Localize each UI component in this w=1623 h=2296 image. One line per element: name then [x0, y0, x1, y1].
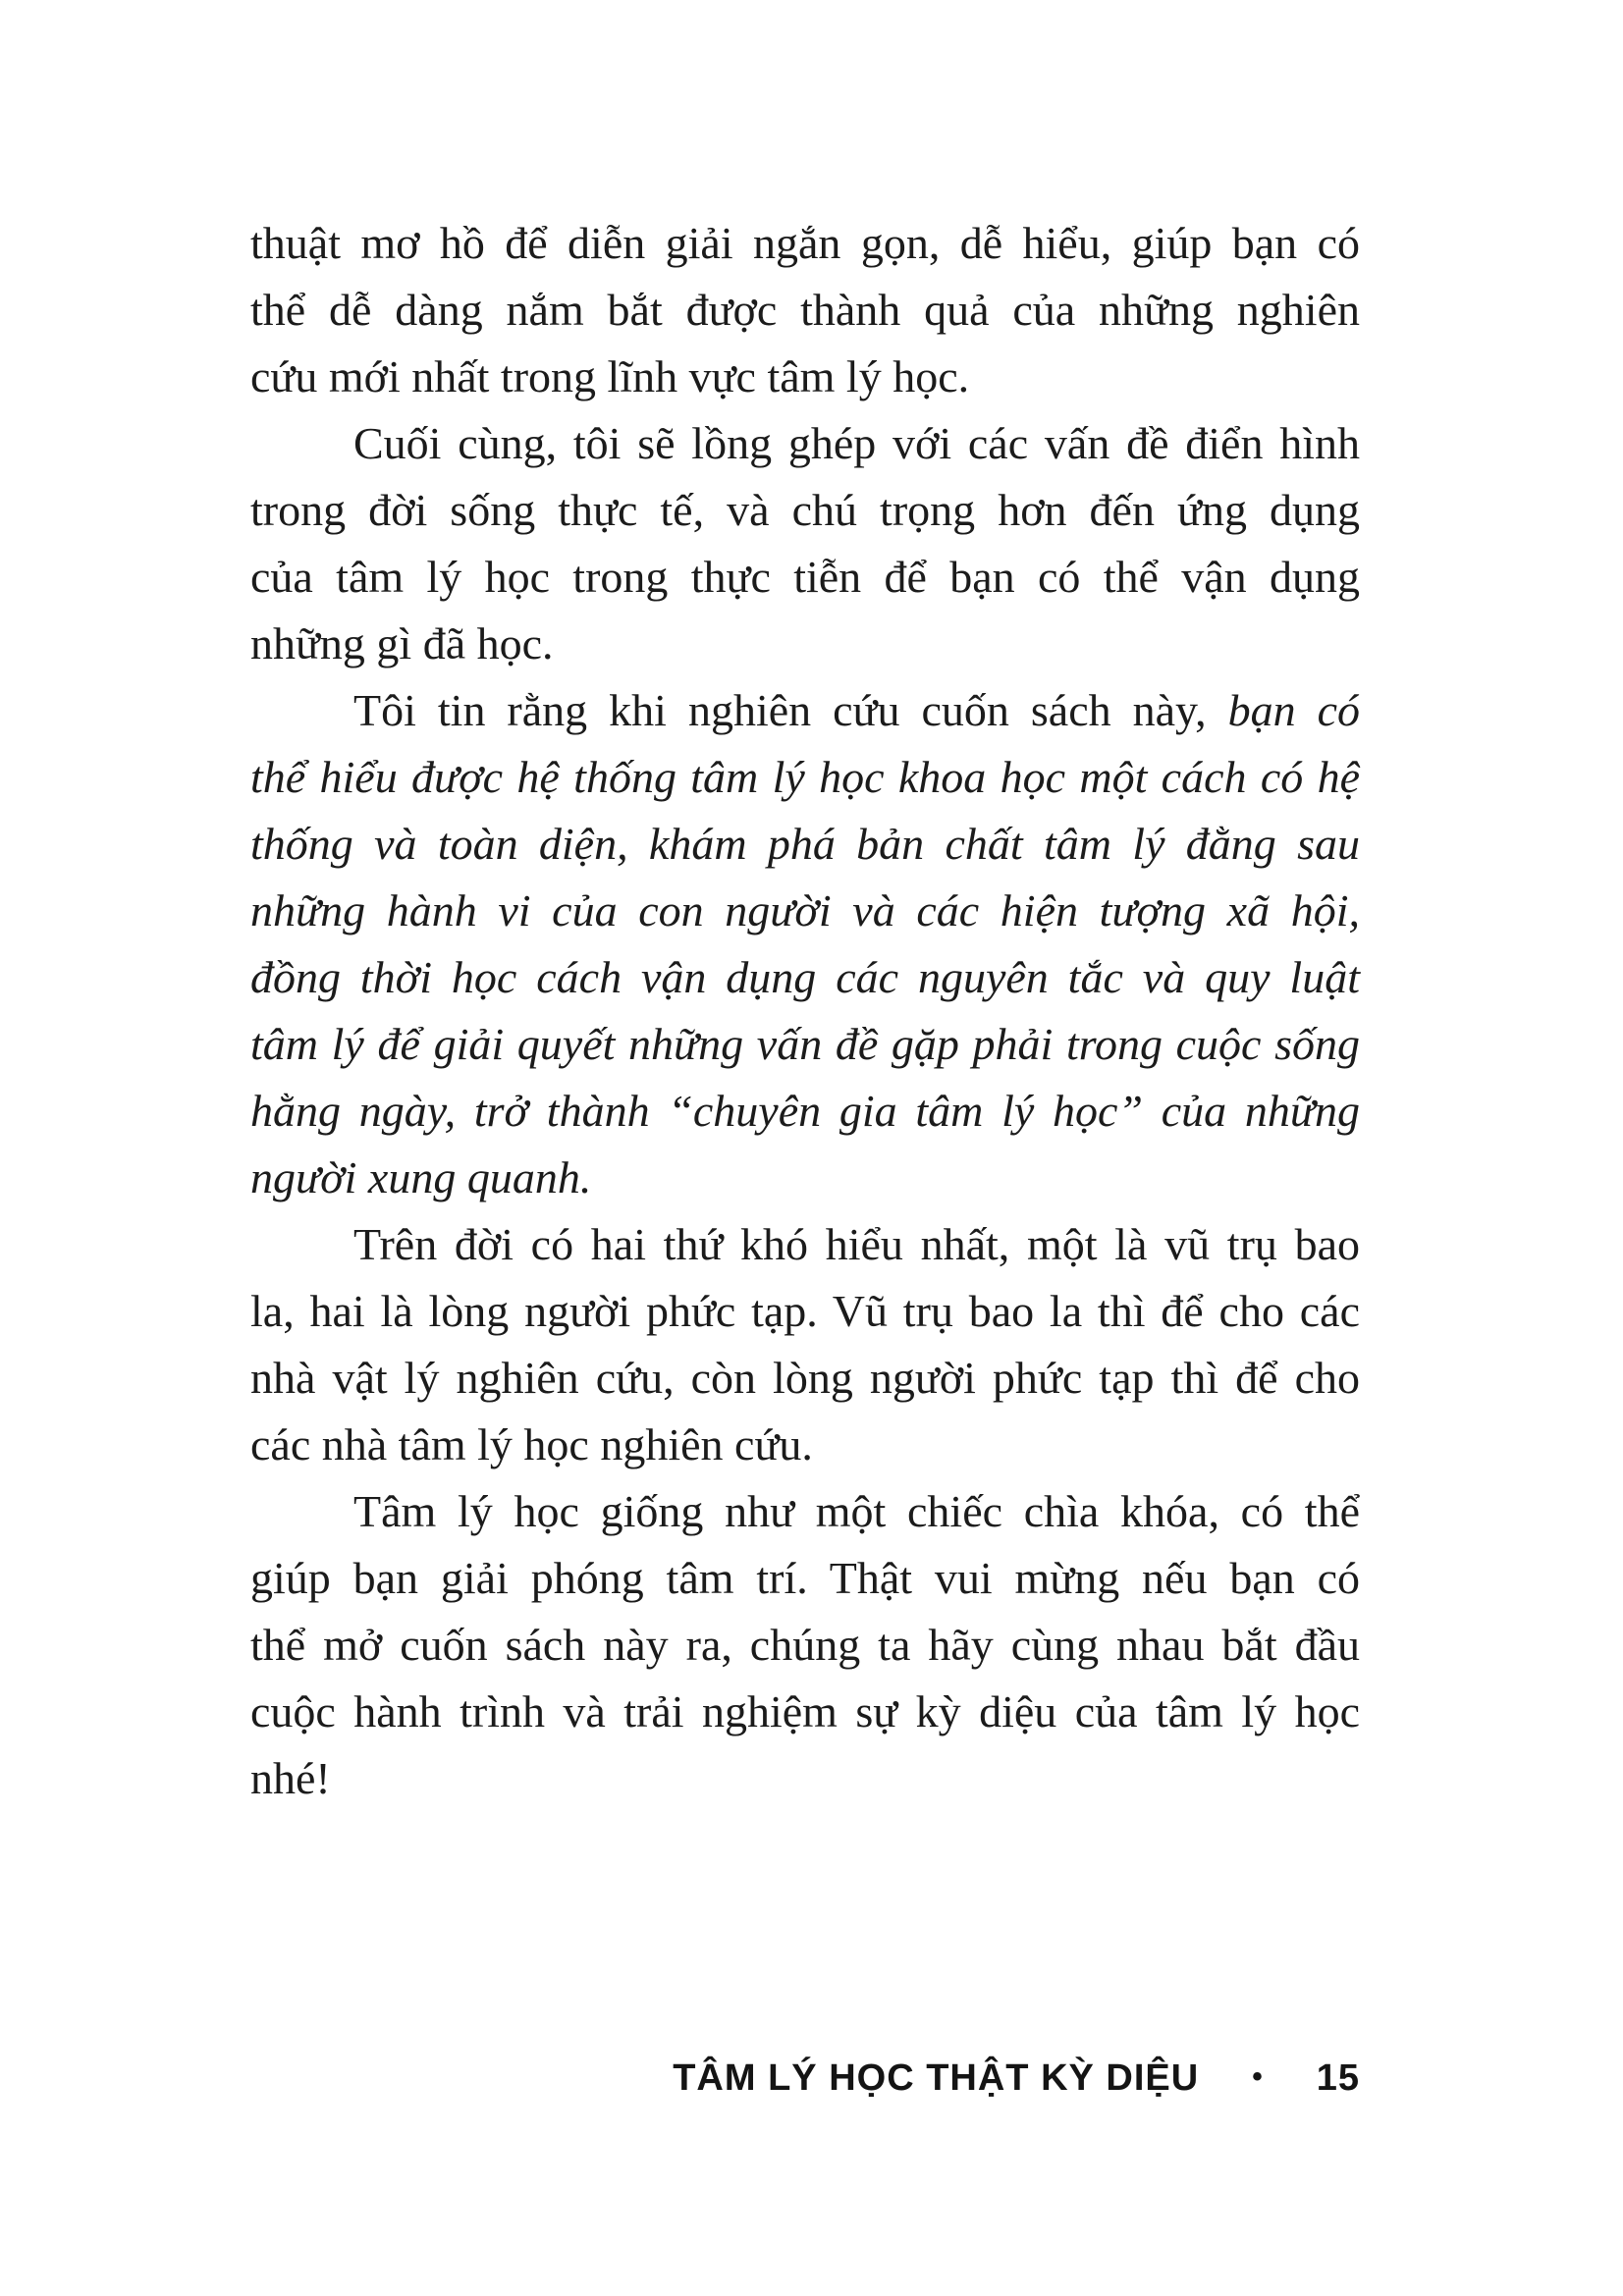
paragraph-1	[250, 210, 1360, 410]
text-line	[250, 1011, 1360, 1078]
text-segment: thuật mơ hồ để diễn giải ngắn gọn, dễ hiểu, giúp bạn có	[250, 218, 1360, 268]
paragraph-3	[250, 677, 1360, 1211]
text-line	[250, 1412, 1360, 1478]
text-segment: nhé!	[250, 1753, 331, 1803]
paragraph-4	[250, 1211, 1360, 1478]
text-segment: thể hiểu được hệ thống tâm lý học khoa học một cách có hệ	[250, 752, 1360, 802]
page-text	[250, 210, 1360, 1812]
text-line	[250, 878, 1360, 944]
text-line	[250, 1211, 1360, 1278]
footer-separator-dot: •	[1252, 2060, 1264, 2093]
text-segment: cuộc hành trình và trải nghiệm sự kỳ diệu của tâm lý học	[250, 1686, 1360, 1736]
text-segment: thể dễ dàng nắm bắt được thành quả của những nghiên	[250, 285, 1360, 335]
text-line	[250, 477, 1360, 544]
text-segment: của tâm lý học trong thực tiễn để bạn có thể vận dụng	[250, 552, 1360, 602]
text-line	[250, 1145, 1360, 1211]
text-line	[250, 744, 1360, 811]
text-segment: người xung quanh.	[250, 1152, 592, 1202]
text-segment: Tôi tin rằng khi nghiên cứu cuốn sách này,	[353, 685, 1228, 735]
text-segment: nhà vật lý nghiên cứu, còn lòng người phức tạp thì để cho	[250, 1353, 1360, 1403]
text-line	[250, 811, 1360, 878]
paragraph-5	[250, 1478, 1360, 1812]
page-footer	[673, 2057, 1360, 2100]
text-segment: hằng ngày, trở thành “chuyên gia tâm lý học” của những	[250, 1086, 1360, 1136]
text-segment: những gì đã học.	[250, 618, 554, 668]
text-segment: những hành vi của con người và các hiện tượng xã hội,	[250, 885, 1360, 935]
text-line	[250, 677, 1360, 744]
text-segment: trong đời sống thực tế, và chú trọng hơn đến ứng dụng	[250, 485, 1360, 535]
text-segment: cứu mới nhất trong lĩnh vực tâm lý học.	[250, 351, 970, 401]
text-segment: thể mở cuốn sách này ra, chúng ta hãy cùng nhau bắt đầu	[250, 1620, 1360, 1670]
footer-page-number: 15	[1316, 2057, 1360, 2099]
text-line	[250, 944, 1360, 1011]
text-line	[250, 277, 1360, 344]
text-line	[250, 1545, 1360, 1612]
text-segment: thống và toàn diện, khám phá bản chất tâm lý đằng sau	[250, 819, 1360, 869]
text-line	[250, 1478, 1360, 1545]
text-line	[250, 611, 1360, 677]
text-segment-italic: bạn có	[1227, 685, 1360, 735]
text-line	[250, 1745, 1360, 1812]
text-line	[250, 1612, 1360, 1679]
text-line	[250, 210, 1360, 277]
text-line	[250, 1345, 1360, 1412]
text-segment: la, hai là lòng người phức tạp. Vũ trụ bao la thì để cho các	[250, 1286, 1360, 1336]
text-line	[250, 410, 1360, 477]
text-segment: tâm lý để giải quyết những vấn đề gặp phải trong cuộc sống	[250, 1019, 1360, 1069]
text-segment: các nhà tâm lý học nghiên cứu.	[250, 1419, 813, 1469]
text-segment: giúp bạn giải phóng tâm trí. Thật vui mừng nếu bạn có	[250, 1553, 1360, 1603]
text-segment: Trên đời có hai thứ khó hiểu nhất, một là vũ trụ bao	[353, 1219, 1360, 1269]
text-segment: Tâm lý học giống như một chiếc chìa khóa, có thể	[353, 1486, 1360, 1536]
text-line	[250, 1078, 1360, 1145]
text-line	[250, 1679, 1360, 1745]
text-line	[250, 344, 1360, 410]
text-segment: đồng thời học cách vận dụng các nguyên tắc và quy luật	[250, 952, 1360, 1002]
footer-book-title: TÂM LÝ HỌC THẬT KỲ DIỆU	[673, 2057, 1200, 2099]
text-line	[250, 544, 1360, 611]
text-line	[250, 1278, 1360, 1345]
text-segment: Cuối cùng, tôi sẽ lồng ghép với các vấn đề điển hình	[353, 418, 1360, 468]
paragraph-2	[250, 410, 1360, 677]
